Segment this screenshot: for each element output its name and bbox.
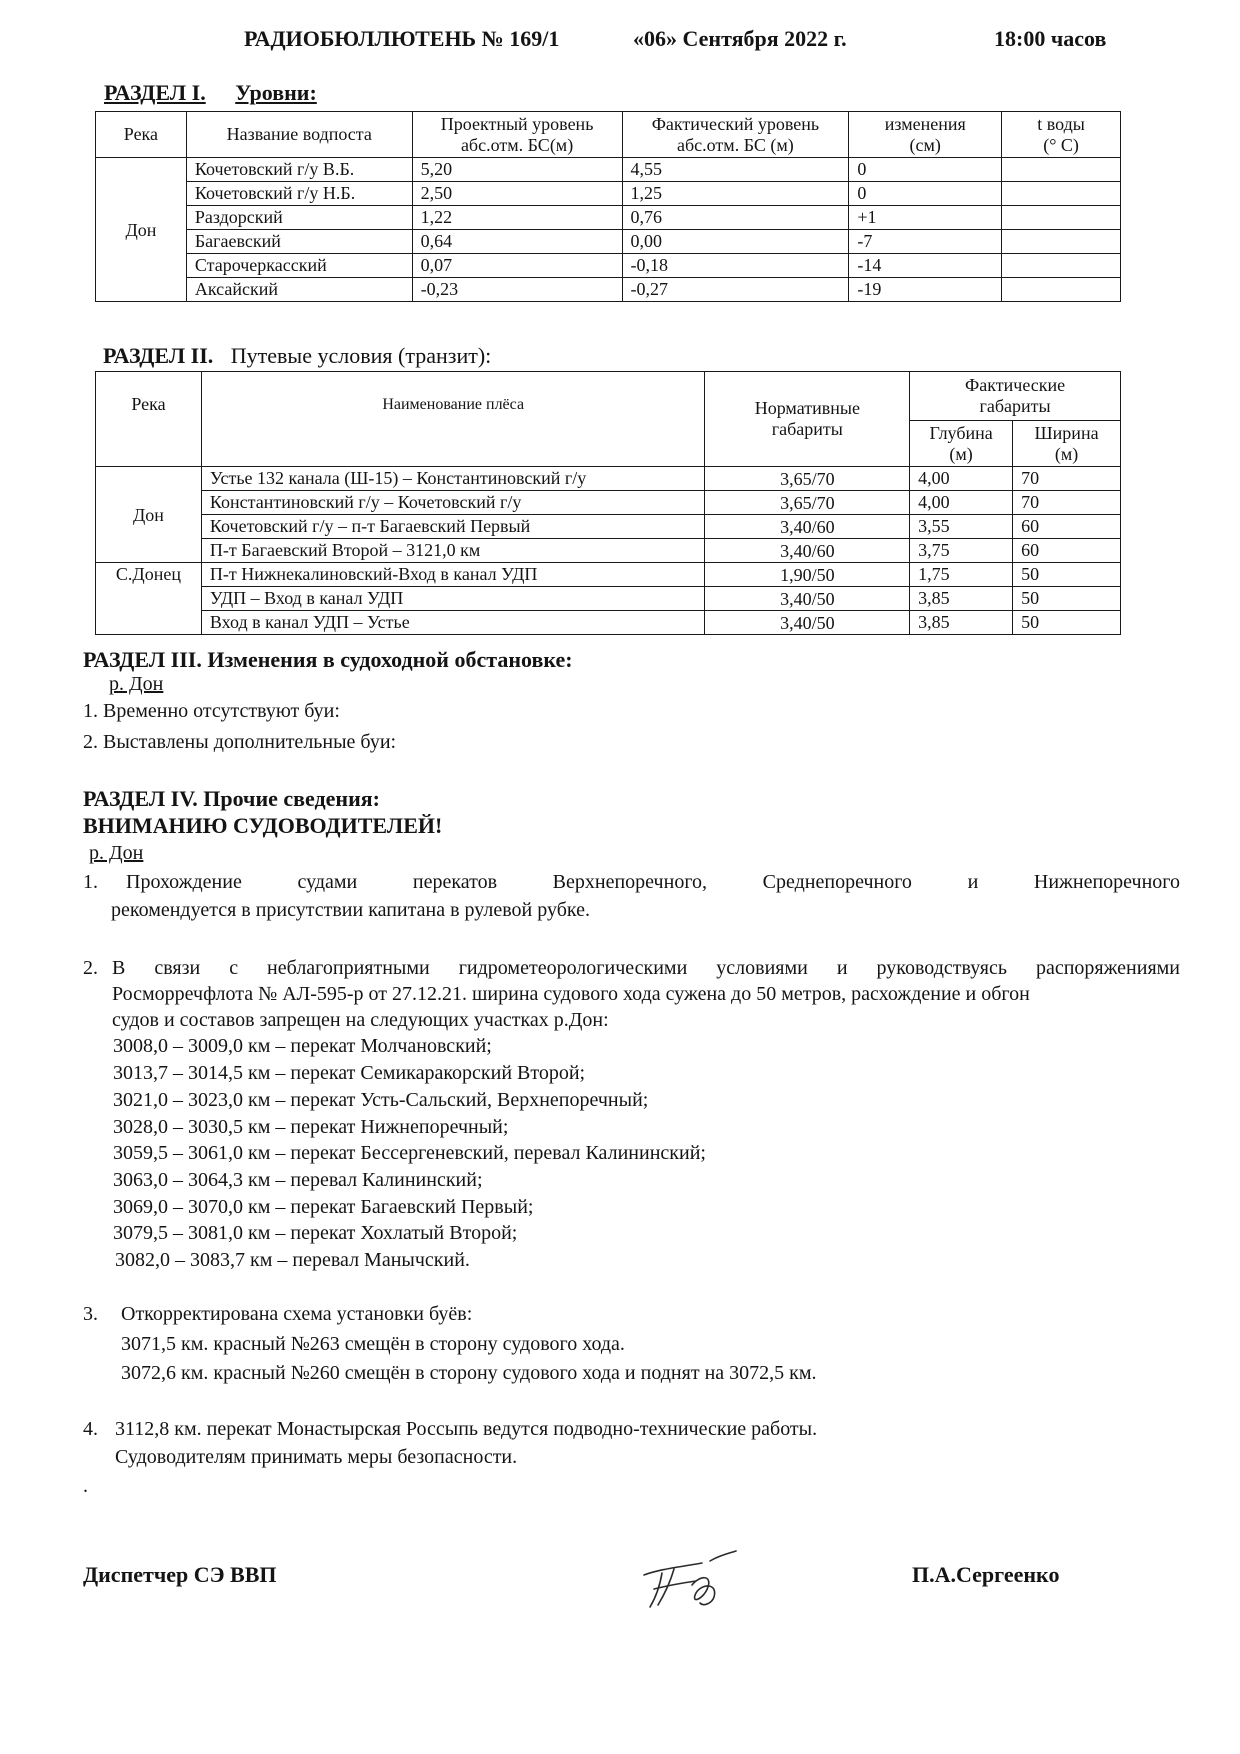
- actual-width: 60: [1013, 539, 1121, 563]
- norm-dimensions: 1,90/50: [705, 563, 910, 587]
- restricted-section: 3028,0 – 3030,5 км – перекат Нижнепоречный;: [113, 1116, 509, 1138]
- section4-heading: РАЗДЕЛ IV. Прочие сведения:: [83, 786, 380, 811]
- actual-level: 1,25: [622, 182, 849, 206]
- reach-name: Вход в канал УДП – Устье: [201, 611, 705, 635]
- norm-dimensions: 3,65/70: [705, 491, 910, 515]
- reach-name: Устье 132 канала (Ш-15) – Константиновский г/у: [201, 467, 705, 491]
- item1-number: 1.: [83, 871, 98, 893]
- section2-title: Путевые условия (транзит):: [230, 343, 492, 368]
- level-change: -19: [849, 278, 1002, 302]
- table-row: [96, 611, 1121, 635]
- post-name: Аксайский: [186, 278, 412, 302]
- bulletin-date: «06» Сентября 2022 г.: [633, 26, 847, 51]
- post-name: Старочеркасский: [186, 254, 412, 278]
- levels-col-river: Река: [96, 112, 187, 158]
- reach-name: П-т Нижнекалиновский-Вход в канал УДП: [201, 563, 705, 587]
- post-name: Кочетовский г/у В.Б.: [186, 158, 412, 182]
- section2-number: РАЗДЕЛ II.: [103, 343, 214, 368]
- bulletin-title: РАДИОБЮЛЛЮТЕНЬ № 169/1: [244, 26, 560, 51]
- section4-river: р. Дон: [89, 842, 144, 864]
- norm-dimensions: 3,40/60: [705, 515, 910, 539]
- project-level: 2,50: [412, 182, 622, 206]
- transit-col-river: Река: [96, 372, 202, 467]
- section1-title: Уровни:: [235, 80, 317, 105]
- levels-col-actual-line1: Фактический уровень: [651, 113, 820, 134]
- actual-width: 70: [1013, 467, 1121, 491]
- transit-col-actual-line2: габариты: [979, 396, 1051, 416]
- levels-header-row: [96, 112, 1121, 158]
- reach-name: УДП – Вход в канал УДП: [201, 587, 705, 611]
- water-temp: [1002, 230, 1121, 254]
- table-row: [96, 230, 1121, 254]
- item2-line2: Росморречфлота № АЛ-595-р от 27.12.21. ширина судового хода сужена до 50 метров, расхождение и обгон: [112, 983, 1030, 1005]
- signer-name: П.А.Сергеенко: [912, 1562, 1060, 1587]
- levels-col-project-line2: абс.отм. БС(м): [460, 134, 574, 155]
- transit-col-reach: Наименование плёса: [201, 372, 705, 467]
- actual-width: 50: [1013, 611, 1121, 635]
- table-row: [96, 206, 1121, 230]
- transit-col-depth: [910, 421, 1013, 467]
- actual-level: -0,18: [622, 254, 849, 278]
- table-row: [96, 491, 1121, 515]
- project-level: 0,07: [412, 254, 622, 278]
- project-level: 5,20: [412, 158, 622, 182]
- table-row: [96, 158, 1121, 182]
- actual-depth: 3,55: [910, 515, 1013, 539]
- restricted-section: 3063,0 – 3064,3 км – перевал Калининский;: [113, 1169, 483, 1191]
- section3-heading: РАЗДЕЛ III. Изменения в судоходной обстановке:: [83, 647, 573, 672]
- project-level: 0,64: [412, 230, 622, 254]
- water-temp: [1002, 182, 1121, 206]
- level-change: -14: [849, 254, 1002, 278]
- table-row: [96, 539, 1121, 563]
- item3-line1: Откорректирована схема установки буёв:: [121, 1303, 473, 1325]
- transit-col-actual: [910, 372, 1121, 421]
- transit-river-cell: С.Донец: [96, 563, 202, 635]
- actual-depth: 3,85: [910, 611, 1013, 635]
- levels-col-temp: [1002, 112, 1121, 158]
- table-row: [96, 278, 1121, 302]
- levels-col-project-line1: Проектный уровень: [440, 113, 594, 134]
- item2-line1: В связи с неблагоприятными гидрометеорологическими условиями и руководствуясь распоряжениями: [112, 957, 1180, 979]
- item3-number: 3.: [83, 1303, 98, 1325]
- level-change: +1: [849, 206, 1002, 230]
- actual-level: 4,55: [622, 158, 849, 182]
- transit-col-width-line2: (м): [1054, 443, 1079, 464]
- section2-heading: [103, 343, 491, 369]
- level-change: 0: [849, 158, 1002, 182]
- levels-col-change: [849, 112, 1002, 158]
- dispatcher-position: Диспетчер СЭ ВВП: [83, 1562, 277, 1587]
- section3-item-missing-buoys: 1. Временно отсутствуют буи:: [83, 700, 340, 722]
- item1-line1: Прохождение судами перекатов Верхнепоречного, Среднепоречного и Нижнепоречного: [126, 871, 1180, 893]
- actual-depth: 1,75: [910, 563, 1013, 587]
- reach-name: Константиновский г/у – Кочетовский г/у: [201, 491, 705, 515]
- project-level: 1,22: [412, 206, 622, 230]
- actual-depth: 4,00: [910, 491, 1013, 515]
- restricted-section: 3082,0 – 3083,7 км – перевал Манычский.: [115, 1249, 470, 1271]
- restricted-section: 3008,0 – 3009,0 км – перекат Молчановский;: [113, 1035, 492, 1057]
- project-level: -0,23: [412, 278, 622, 302]
- water-temp: [1002, 206, 1121, 230]
- post-name: Раздорский: [186, 206, 412, 230]
- table-row: [96, 587, 1121, 611]
- section4-subtitle: ВНИМАНИЮ СУДОВОДИТЕЛЕЙ!: [83, 813, 443, 838]
- level-change: 0: [849, 182, 1002, 206]
- water-temp: [1002, 278, 1121, 302]
- levels-col-post: Название водпоста: [186, 112, 412, 158]
- table-row: [96, 515, 1121, 539]
- table-row: [96, 467, 1121, 491]
- levels-col-actual-line2: абс.отм. БС (м): [677, 134, 794, 155]
- restricted-section: 3079,5 – 3081,0 км – перекат Хохлатый Второй;: [113, 1222, 518, 1244]
- actual-depth: 4,00: [910, 467, 1013, 491]
- restricted-section: 3059,5 – 3061,0 км – перекат Бессергеневский, перевал Калининский;: [113, 1142, 706, 1164]
- actual-width: 70: [1013, 491, 1121, 515]
- table-row: [96, 254, 1121, 278]
- transit-table: [95, 371, 1121, 635]
- transit-col-width-line1: Ширина: [1034, 422, 1099, 443]
- signature-icon: [640, 1545, 740, 1615]
- levels-table: [95, 111, 1121, 302]
- transit-river-cell: Дон: [96, 467, 202, 563]
- transit-col-actual-line1: Фактические: [965, 375, 1066, 395]
- water-temp: [1002, 254, 1121, 278]
- restricted-section: 3013,7 – 3014,5 км – перекат Семикаракорский Второй;: [113, 1062, 586, 1084]
- levels-col-project: [412, 112, 622, 158]
- post-name: Кочетовский г/у Н.Б.: [186, 182, 412, 206]
- item4-number: 4.: [83, 1418, 98, 1440]
- levels-river-cell: Дон: [96, 158, 187, 302]
- actual-width: 60: [1013, 515, 1121, 539]
- actual-width: 50: [1013, 563, 1121, 587]
- table-row: [96, 563, 1121, 587]
- reach-name: Кочетовский г/у – п-т Багаевский Первый: [201, 515, 705, 539]
- actual-width: 50: [1013, 587, 1121, 611]
- transit-col-depth-line1: Глубина: [929, 422, 993, 443]
- actual-level: 0,76: [622, 206, 849, 230]
- bulletin-time: 18:00 часов: [994, 26, 1107, 51]
- item2-line3: судов и составов запрещен на следующих участках р.Дон:: [112, 1009, 609, 1031]
- transit-col-norm: [705, 372, 910, 467]
- norm-dimensions: 3,40/50: [705, 611, 910, 635]
- actual-depth: 3,75: [910, 539, 1013, 563]
- item2-number: 2.: [83, 957, 98, 979]
- norm-dimensions: 3,40/50: [705, 587, 910, 611]
- actual-level: -0,27: [622, 278, 849, 302]
- table-row: [96, 182, 1121, 206]
- transit-col-norm-line1: Нормативные: [754, 398, 860, 418]
- levels-col-temp-line2: (° С): [1043, 134, 1079, 155]
- section3-river: р. Дон: [109, 673, 164, 695]
- reach-name: П-т Багаевский Второй – 3121,0 км: [201, 539, 705, 563]
- levels-col-change-line1: изменения: [884, 113, 966, 134]
- transit-header-row1: [96, 372, 1121, 421]
- restricted-section: 3069,0 – 3070,0 км – перекат Багаевский Первый;: [113, 1196, 534, 1218]
- restricted-section: 3021,0 – 3023,0 км – перекат Усть-Сальский, Верхнепоречный;: [113, 1089, 649, 1111]
- section3-item-extra-buoys: 2. Выставлены дополнительные буи:: [83, 731, 397, 753]
- levels-col-temp-line1: t воды: [1037, 113, 1085, 134]
- section1-number: РАЗДЕЛ I.: [104, 80, 206, 105]
- stray-dot: .: [83, 1475, 88, 1497]
- actual-level: 0,00: [622, 230, 849, 254]
- section1-heading: [104, 80, 317, 106]
- item3-line2: 3071,5 км. красный №263 смещён в сторону судового хода.: [121, 1333, 625, 1355]
- actual-depth: 3,85: [910, 587, 1013, 611]
- item4-line1: 3112,8 км. перекат Монастырская Россыпь ведутся подводно-технические работы.: [115, 1418, 818, 1440]
- post-name: Багаевский: [186, 230, 412, 254]
- norm-dimensions: 3,65/70: [705, 467, 910, 491]
- level-change: -7: [849, 230, 1002, 254]
- transit-col-width: [1013, 421, 1121, 467]
- water-temp: [1002, 158, 1121, 182]
- norm-dimensions: 3,40/60: [705, 539, 910, 563]
- levels-col-actual: [622, 112, 849, 158]
- transit-col-depth-line2: (м): [949, 443, 973, 464]
- item4-line2: Судоводителям принимать меры безопасности.: [115, 1446, 518, 1468]
- item3-line3: 3072,6 км. красный №260 смещён в сторону судового хода и поднят на 3072,5 км.: [121, 1362, 817, 1384]
- item1-line2: рекомендуется в присутствии капитана в рулевой рубке.: [111, 899, 590, 921]
- transit-col-norm-line2: габариты: [771, 419, 843, 439]
- levels-col-change-line2: (см): [909, 134, 941, 155]
